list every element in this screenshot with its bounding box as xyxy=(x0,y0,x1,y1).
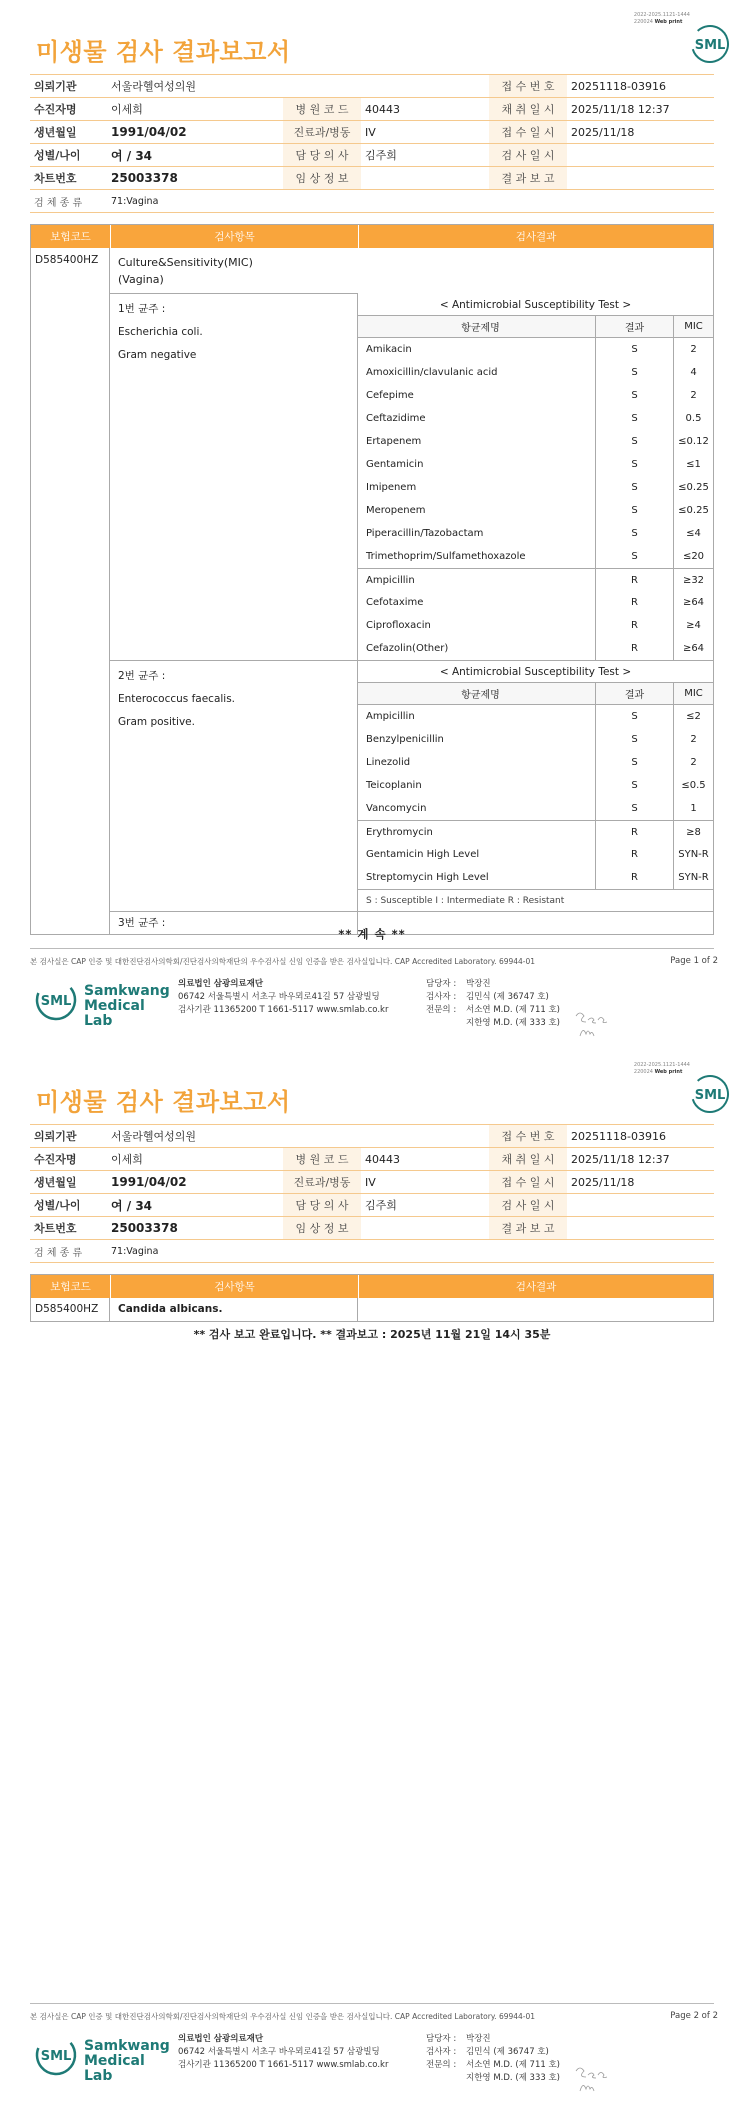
antibiotic-name: Cefepime xyxy=(366,390,414,401)
antibiotic-name: Amikacin xyxy=(366,344,412,355)
ast-mic: 2 xyxy=(673,338,713,361)
ast-mic: ≤0.12 xyxy=(673,430,713,453)
ast-result: S xyxy=(595,797,673,820)
antibiotic-name: Imipenem xyxy=(366,482,417,493)
report-label: 결 과 보 고 xyxy=(489,1217,567,1240)
manager-value: 박장진 xyxy=(466,2034,491,2044)
print-label: Web print xyxy=(654,1069,683,1075)
page-number: Page 2 of 2 xyxy=(670,2011,718,2021)
ast-result: S xyxy=(595,407,673,430)
ast-row xyxy=(358,361,713,384)
ast-mic: ≥64 xyxy=(673,637,713,660)
ast-mic: ≤4 xyxy=(673,522,713,545)
sex-age-value: 여 / 34 xyxy=(107,144,283,167)
lab-logo-text: SML xyxy=(40,2049,72,2064)
ast-row xyxy=(358,637,713,660)
ast-header-result: 결과 xyxy=(595,316,673,337)
sex-age-label: 성별/나이 xyxy=(30,1194,107,1217)
specialist-label: 전문의 : xyxy=(426,1005,457,1015)
ast-mic: ≥4 xyxy=(673,614,713,637)
staff-list xyxy=(426,2033,560,2085)
name-value: 이세희 xyxy=(107,98,283,121)
sml-logo-text: SML xyxy=(694,1088,726,1103)
ast-row xyxy=(358,614,713,637)
lab-logo-mark xyxy=(34,978,78,1022)
organism-1 xyxy=(110,294,713,661)
hospital-value: 서울라헬여성의원 xyxy=(107,1125,489,1148)
ast-result: S xyxy=(595,430,673,453)
print-code-line: 220024 xyxy=(633,19,653,25)
sex-age-value: 여 / 34 xyxy=(107,1194,283,1217)
ast-row xyxy=(358,797,713,820)
chart-label: 차트번호 xyxy=(30,167,107,190)
organism-name: Escherichia coli. xyxy=(118,326,203,338)
lab-logo-mark xyxy=(34,2033,78,2077)
ast-row xyxy=(358,430,713,453)
ast-mic: SYN-R xyxy=(673,866,713,889)
receipt-no-value: 20251118-03916 xyxy=(567,1125,714,1148)
chart-label: 차트번호 xyxy=(30,1217,107,1240)
ast-row xyxy=(358,499,713,522)
dob-label: 생년월일 xyxy=(30,121,107,144)
footer-note: 본 검사실은 CAP 인증 및 대한진단검사의학회/진단검사의학재단의 우수검사실 신임 인증을 받은 검사실입니다. CAP Accredited Laboratory. 69944-01 xyxy=(30,2012,536,2021)
ast-rows-1 xyxy=(358,338,713,660)
hosp-code-value: 40443 xyxy=(361,1148,489,1171)
specimen-value: 71:Vagina xyxy=(107,190,714,213)
ast-mic: ≤0.25 xyxy=(673,476,713,499)
lab-tel: 검사기관 11365200 T 1661-5117 www.smlab.co.kr xyxy=(178,2060,389,2070)
lab-address-line: 06742 서울특별시 서초구 바우뫼로41길 57 삼광빌딩 xyxy=(178,992,380,1002)
dob-label: 생년월일 xyxy=(30,1171,107,1194)
report-value xyxy=(567,1217,714,1240)
collect-value: 2025/11/18 12:37 xyxy=(567,1148,714,1171)
test-name-line: (Vagina) xyxy=(118,273,164,286)
organism-gram: Gram positive. xyxy=(118,716,195,728)
manager-label: 담당자 : xyxy=(426,2034,457,2044)
result-header xyxy=(31,225,713,248)
ast-header-mic: MIC xyxy=(673,316,713,337)
lab-tel: 검사기관 11365200 T 1661-5117 www.smlab.co.kr xyxy=(178,1005,389,1015)
ast-row xyxy=(358,407,713,430)
insurance-code: D585400HZ xyxy=(31,248,110,934)
footer-note: 본 검사실은 CAP 인증 및 대한진단검사의학회/진단검사의학재단의 우수검사실 신임 인증을 받은 검사실입니다. CAP Accredited Laboratory. 69944-01 xyxy=(30,957,536,966)
ast-header-name: 항균제명 xyxy=(461,323,500,334)
lab-name-line: Samkwang xyxy=(84,2038,170,2054)
test-date-value xyxy=(567,1194,714,1217)
antibiotic-name: Teicoplanin xyxy=(366,780,422,791)
clinical-value xyxy=(361,167,489,190)
ast-mic: 2 xyxy=(673,728,713,751)
specimen-label: 검 체 종 류 xyxy=(30,190,107,213)
print-code-line: 2022-2025.1121-1444 xyxy=(633,12,690,18)
ast-mic: 2 xyxy=(673,384,713,407)
receipt-no-label: 접 수 번 호 xyxy=(489,75,567,98)
ast-result: S xyxy=(595,705,673,728)
manager-value: 박장진 xyxy=(466,979,491,989)
ast-result: S xyxy=(595,361,673,384)
lab-name xyxy=(84,984,170,1029)
ast-mic: ≤2 xyxy=(673,705,713,728)
chart-value: 25003378 xyxy=(107,167,283,190)
report-page-1 xyxy=(0,0,744,1050)
lab-org: 의료법인 삼광의료재단 xyxy=(178,979,264,989)
header-code: 보험코드 xyxy=(50,1281,91,1293)
antibiotic-name: Ampicillin xyxy=(366,711,415,722)
test-date-label: 검 사 일 시 xyxy=(489,1194,567,1217)
hospital-label: 의뢰기관 xyxy=(30,75,107,98)
collect-label: 채 취 일 시 xyxy=(489,1148,567,1171)
lab-name xyxy=(84,2039,170,2084)
hosp-code-label: 병 원 코 드 xyxy=(283,98,361,121)
ast-result: S xyxy=(595,384,673,407)
ast-mic: ≤1 xyxy=(673,453,713,476)
clinical-label: 임 상 정 보 xyxy=(283,1217,361,1240)
test-name xyxy=(110,248,358,294)
antibiotic-name: Ertapenem xyxy=(366,436,422,447)
receipt-no-value: 20251118-03916 xyxy=(567,75,714,98)
ast-result: R xyxy=(595,591,673,614)
tester-value: 김민식 (제 36747 호) xyxy=(466,2047,549,2057)
ast-title: < Antimicrobial Susceptibility Test > xyxy=(358,294,713,316)
organism-label: 3번 균주 : xyxy=(110,912,358,934)
lab-address-line: 06742 서울특별시 서초구 바우뫼로41길 57 삼광빌딩 xyxy=(178,2047,380,2057)
ast-row xyxy=(358,774,713,797)
ast-row xyxy=(358,568,713,591)
ast-result: R xyxy=(595,821,673,843)
ast-result: S xyxy=(595,499,673,522)
report-label: 결 과 보 고 xyxy=(489,167,567,190)
ast-row xyxy=(358,522,713,545)
ast-row xyxy=(358,384,713,407)
collect-label: 채 취 일 시 xyxy=(489,98,567,121)
report-title: 미생물 검사 결과보고서 xyxy=(36,1088,291,1116)
antibiotic-name: Amoxicillin/clavulanic acid xyxy=(366,367,498,378)
ast-row xyxy=(358,820,713,843)
ast-result: S xyxy=(595,751,673,774)
print-code-line: 2022-2025.1121-1444 xyxy=(633,1062,690,1068)
ast-result: R xyxy=(595,866,673,889)
result-table xyxy=(30,1274,714,1322)
dob-value: 1991/04/02 xyxy=(107,1171,283,1194)
name-label: 수진자명 xyxy=(30,1148,107,1171)
ast-mic: ≤0.25 xyxy=(673,499,713,522)
manager-label: 담당자 : xyxy=(426,979,457,989)
result-organism: Candida albicans. xyxy=(110,1298,358,1321)
report-value xyxy=(567,167,714,190)
organism-name: Enterococcus faecalis. xyxy=(118,693,236,705)
antibiotic-name: Gentamicin High Level xyxy=(366,849,480,860)
lab-logo-text: SML xyxy=(40,994,72,1009)
ast-mic: SYN-R xyxy=(673,843,713,866)
header-item: 검사항목 xyxy=(110,1275,358,1298)
signature-image xyxy=(572,2061,612,2097)
ast-row xyxy=(358,476,713,499)
ast-row xyxy=(358,843,713,866)
lab-org: 의료법인 삼광의료재단 xyxy=(178,2034,264,2044)
tester-label: 검사자 : xyxy=(426,992,457,1002)
specimen-label: 검 체 종 류 xyxy=(30,1240,107,1263)
antibiotic-name: Ciprofloxacin xyxy=(366,620,431,631)
header-item: 검사항목 xyxy=(110,225,358,248)
ast-legend: S : Susceptible I : Intermediate R : Resistant xyxy=(358,889,713,911)
doctor-value: 김주희 xyxy=(361,1194,489,1217)
ast-result: S xyxy=(595,476,673,499)
dob-value: 1991/04/02 xyxy=(107,121,283,144)
ast-row xyxy=(358,728,713,751)
antibiotic-name: Ceftazidime xyxy=(366,413,426,424)
header-result: 검사결과 xyxy=(358,225,713,248)
ast-row xyxy=(358,705,713,728)
ast-mic: ≤20 xyxy=(673,545,713,568)
ast-row xyxy=(358,591,713,614)
ast-result: S xyxy=(595,338,673,361)
ast-result: R xyxy=(595,637,673,660)
print-code-line: 220024 xyxy=(633,1069,653,1075)
specialist-value: 서소연 M.D. (제 711 호) xyxy=(466,1005,561,1015)
dept-label: 진료과/병동 xyxy=(283,121,361,144)
clinical-value xyxy=(361,1217,489,1240)
ast-mic: ≥64 xyxy=(673,591,713,614)
ast-mic: 1 xyxy=(673,797,713,820)
insurance-code: D585400HZ xyxy=(31,1298,110,1321)
antibiotic-name: Meropenem xyxy=(366,505,426,516)
antibiotic-name: Trimethoprim/Sulfamethoxazole xyxy=(366,551,526,562)
lab-logo xyxy=(34,2031,170,2084)
header-code: 보험코드 xyxy=(50,231,91,243)
ast-mic: ≥8 xyxy=(673,821,713,843)
footer-divider xyxy=(30,948,714,949)
header-result: 검사결과 xyxy=(358,1275,713,1298)
ast-result: R xyxy=(595,843,673,866)
ast-result: S xyxy=(595,774,673,797)
hosp-code-value: 40443 xyxy=(361,98,489,121)
ast-header-mic: MIC xyxy=(673,683,713,704)
continued-text: ** 계 속 ** xyxy=(338,927,406,941)
antibiotic-name: Ampicillin xyxy=(366,574,415,586)
print-code xyxy=(634,1062,690,1076)
lab-logo xyxy=(34,976,170,1029)
ast-table xyxy=(358,294,713,660)
specialist-value: 지한영 M.D. (제 333 호) xyxy=(466,1018,561,1028)
page-number: Page 1 of 2 xyxy=(670,956,718,966)
ast-header-name: 항균제명 xyxy=(461,690,500,701)
doctor-label: 담 당 의 사 xyxy=(283,144,361,167)
antibiotic-name: Benzylpenicillin xyxy=(366,734,444,745)
lab-name-line: Samkwang xyxy=(84,983,170,999)
sml-logo-text: SML xyxy=(694,38,726,53)
name-value: 이세희 xyxy=(107,1148,283,1171)
ast-table xyxy=(358,661,713,911)
dept-value: IV xyxy=(361,1171,489,1194)
antibiotic-name: Cefazolin(Other) xyxy=(366,643,449,654)
ast-result: S xyxy=(595,545,673,568)
ast-row xyxy=(358,545,713,568)
doctor-value: 김주희 xyxy=(361,144,489,167)
dept-label: 진료과/병동 xyxy=(283,1171,361,1194)
organism-2 xyxy=(110,661,713,912)
receipt-date-label: 접 수 일 시 xyxy=(489,121,567,144)
footer-divider xyxy=(30,2003,714,2004)
ast-result: R xyxy=(595,614,673,637)
specimen-value: 71:Vagina xyxy=(107,1240,714,1263)
ast-mic: 4 xyxy=(673,361,713,384)
print-code xyxy=(634,12,690,26)
specialist-value: 지한영 M.D. (제 333 호) xyxy=(466,2073,561,2083)
ast-row xyxy=(358,866,713,889)
antibiotic-name: Streptomycin High Level xyxy=(366,872,489,883)
specialist-value: 서소연 M.D. (제 711 호) xyxy=(466,2060,561,2070)
name-label: 수진자명 xyxy=(30,98,107,121)
ast-mic: 2 xyxy=(673,751,713,774)
ast-result: S xyxy=(595,522,673,545)
result-table xyxy=(30,224,714,935)
receipt-date-value: 2025/11/18 xyxy=(567,1171,714,1194)
ast-row xyxy=(358,751,713,774)
receipt-date-value: 2025/11/18 xyxy=(567,121,714,144)
lab-name-line: Medical Lab xyxy=(84,2053,145,2084)
antibiotic-name: Cefotaxime xyxy=(366,597,424,608)
organism-gram: Gram negative xyxy=(118,349,197,361)
ast-row xyxy=(358,453,713,476)
patient-info-table xyxy=(30,1124,714,1263)
dept-value: IV xyxy=(361,121,489,144)
organism-label: 1번 균주 : xyxy=(118,303,166,315)
ast-mic: ≥32 xyxy=(673,569,713,591)
result-header xyxy=(31,1275,713,1298)
test-date-label: 검 사 일 시 xyxy=(489,144,567,167)
sex-age-label: 성별/나이 xyxy=(30,144,107,167)
collect-value: 2025/11/18 12:37 xyxy=(567,98,714,121)
lab-address xyxy=(178,2033,388,2072)
hospital-label: 의뢰기관 xyxy=(30,1125,107,1148)
report-complete-text: ** 검사 보고 완료입니다. ** 결과보고 : 2025년 11월 21일 14시 35분 xyxy=(193,1328,551,1341)
ast-header xyxy=(358,683,713,705)
lab-address xyxy=(178,978,388,1017)
antibiotic-name: Piperacillin/Tazobactam xyxy=(366,528,484,539)
tester-label: 검사자 : xyxy=(426,2047,457,2057)
ast-header-result: 결과 xyxy=(595,683,673,704)
patient-info-table xyxy=(30,74,714,213)
ast-header xyxy=(358,316,713,338)
ast-result: R xyxy=(595,569,673,591)
ast-row xyxy=(358,338,713,361)
test-name-line: Culture&Sensitivity(MIC) xyxy=(118,256,253,269)
report-page-2 xyxy=(0,1050,744,2104)
print-label: Web print xyxy=(654,19,683,25)
antibiotic-name: Erythromycin xyxy=(366,826,433,838)
chart-value: 25003378 xyxy=(107,1217,283,1240)
receipt-no-label: 접 수 번 호 xyxy=(489,1125,567,1148)
staff-list xyxy=(426,978,560,1030)
doctor-label: 담 당 의 사 xyxy=(283,1194,361,1217)
ast-result: S xyxy=(595,453,673,476)
clinical-label: 임 상 정 보 xyxy=(283,167,361,190)
sml-logo xyxy=(690,1074,730,1114)
sml-logo xyxy=(690,24,730,64)
report-title: 미생물 검사 결과보고서 xyxy=(36,38,291,66)
signature-image xyxy=(572,1006,612,1042)
ast-mic: ≤0.5 xyxy=(673,774,713,797)
tester-value: 김민식 (제 36747 호) xyxy=(466,992,549,1002)
organism-label: 2번 균주 : xyxy=(118,670,166,682)
receipt-date-label: 접 수 일 시 xyxy=(489,1171,567,1194)
antibiotic-name: Gentamicin xyxy=(366,459,424,470)
antibiotic-name: Vancomycin xyxy=(366,803,427,814)
specialist-label: 전문의 : xyxy=(426,2060,457,2070)
hosp-code-label: 병 원 코 드 xyxy=(283,1148,361,1171)
antibiotic-name: Linezolid xyxy=(366,757,411,768)
test-date-value xyxy=(567,144,714,167)
hospital-value: 서울라헬여성의원 xyxy=(107,75,489,98)
lab-name-line: Medical Lab xyxy=(84,998,145,1029)
ast-rows-2 xyxy=(358,705,713,889)
ast-mic: 0.5 xyxy=(673,407,713,430)
ast-result: S xyxy=(595,728,673,751)
ast-title: < Antimicrobial Susceptibility Test > xyxy=(358,661,713,683)
